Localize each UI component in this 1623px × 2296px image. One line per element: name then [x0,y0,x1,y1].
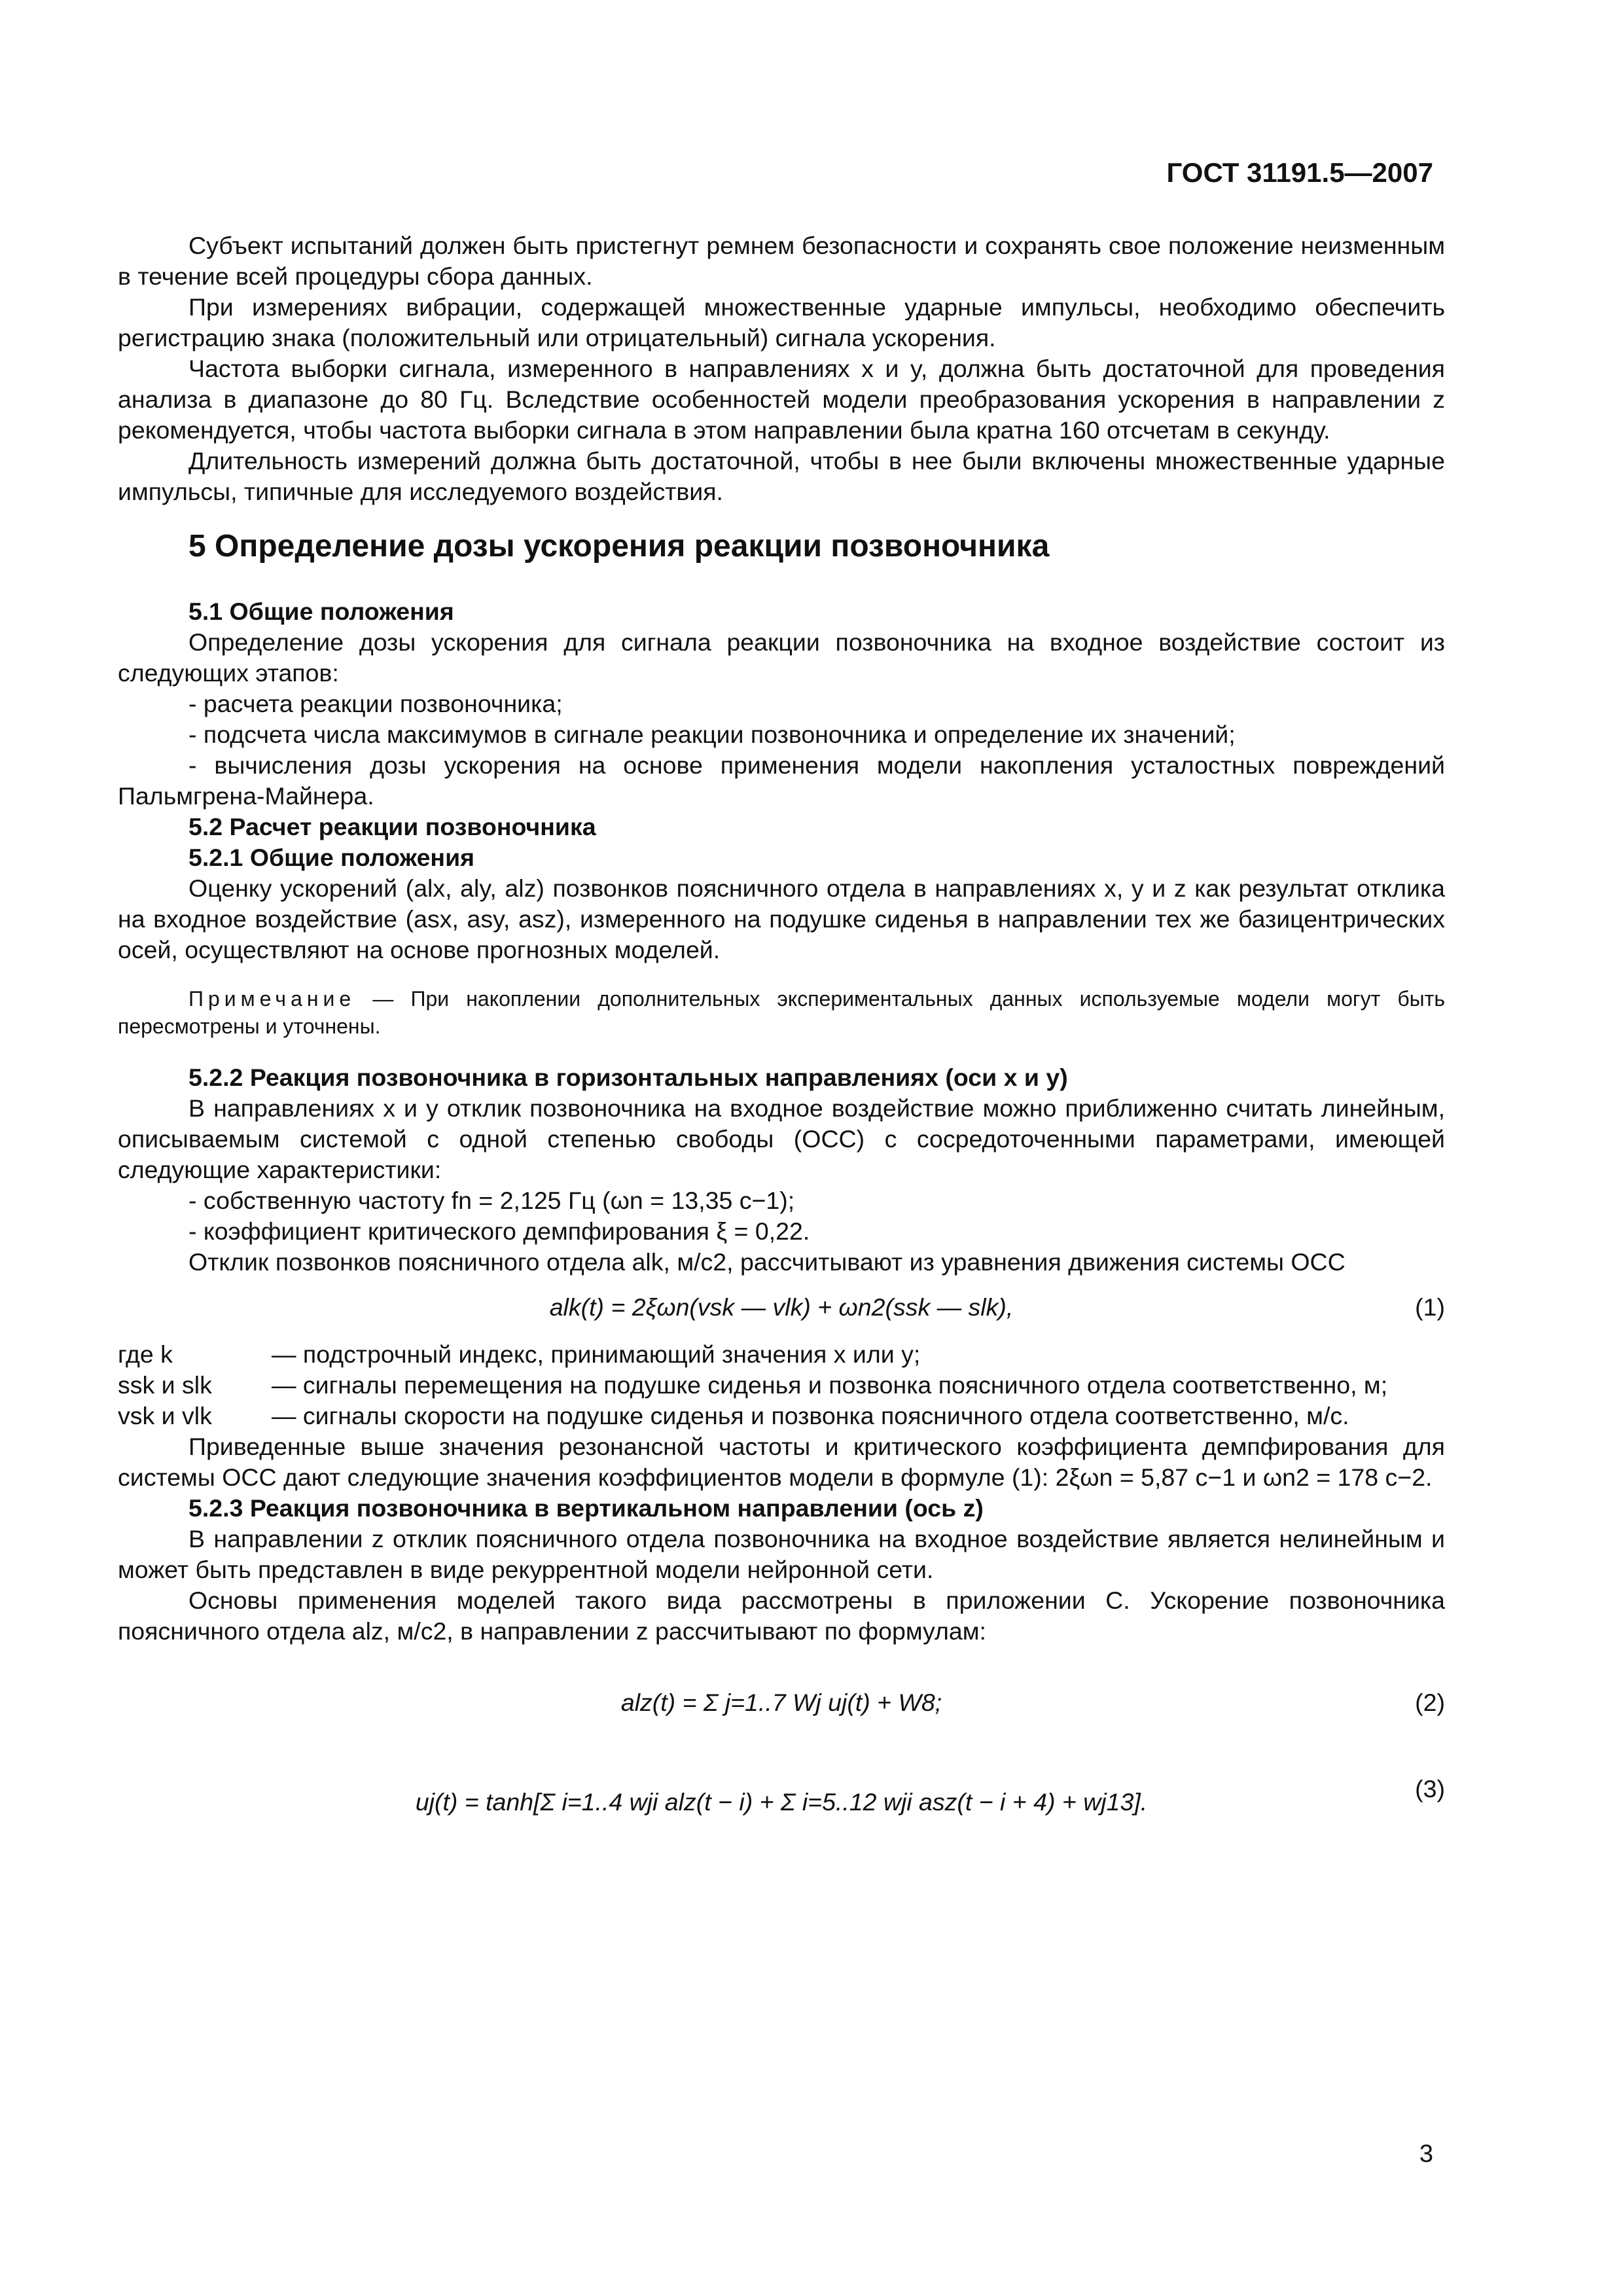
subsection-heading: 5.2.2 Реакция позвоночника в горизонтальных направлениях (оси x и y) [188,1064,1068,1091]
paragraph: Отклик позвонков поясничного отдела alk, м/с2, рассчитывают из уравнения движения системы ОСС [188,1248,1346,1276]
subsection-heading: 5.2.1 Общие положения [188,844,475,871]
paragraph: Определение дозы ускорения для сигнала реакции позвоночника на входное воздействие состоит из следующих этапов: [118,628,1445,687]
equation-number: (2) [1415,1689,1445,1716]
note-label: Примечание [188,987,356,1011]
equation-formula: alk(t) = 2ξωn(vsk — vlk) + ωn2(ssk — slk), [549,1293,1014,1321]
equation-number: (3) [1415,1775,1445,1803]
equation-formula: uj(t) = tanh[Σ i=1..4 wji alz(t − i) + Σ i=5..12 wji asz(t − i + 4) + wj13]. [415,1788,1148,1816]
paragraph: В направлениях x и y отклик позвоночника на входное воздействие можно приближенно считать линейным, описываемым системой с одной степенью свободы (ОСС) с сосредоточенными параметрами, имеющей следующие характеристики: [118,1094,1445,1183]
where-desc: — сигналы скорости на подушке сиденья и позвонка поясничного отдела соответственно, м/с. [272,1402,1349,1429]
equation-formula: alz(t) = Σ j=1..7 Wj uj(t) + W8; [620,1689,942,1716]
where-desc: — сигналы перемещения на подушке сиденья и позвонка поясничного отдела соответственно, м; [272,1371,1388,1399]
page-body [118,230,1445,1867]
paragraph: При измерениях вибрации, содержащей множественные ударные импульсы, необходимо обеспечить регистрацию знака (положительный или отрицательный) сигнала ускорения. [118,293,1445,351]
paragraph: Субъект испытаний должен быть пристегнут ремнем безопасности и сохранять свое положение неизменным в течение всей процедуры сбора данных. [118,232,1445,290]
where-term: где k [118,1340,173,1368]
paragraph: Оценку ускорений (alx, aly, alz) позвонков поясничного отдела в направлениях x, y и z как результат отклика на входное воздействие (asx, asy, asz), измеренного на подушке сиденья в направлении тех же базицентрических осей, осуществляют на основе прогнозных моделей. [118,874,1445,963]
where-list [118,1339,1445,1431]
subsection-heading: 5.2.3 Реакция позвоночника в вертикальном направлении (ось z) [188,1494,984,1522]
equation-3 [118,1761,1445,1859]
paragraph: Частота выборки сигнала, измеренного в направлениях x и y, должна быть достаточной для проведения анализа в диапазоне до 80 Гц. Вследствие особенностей модели преобразования ускорения в направлении z рекомендуется, чтобы частота выборки сигнала в этом направлении была кратна 160 отсчетам в секунду. [118,355,1445,444]
standard-header: ГОСТ 31191.5—2007 [1166,157,1433,188]
subsection-heading: 5.2 Расчет реакции позвоночника [188,813,596,840]
paragraph: В направлении z отклик поясничного отдела позвоночника на входное воздействие является нелинейным и может быть представлен в виде рекуррентной модели нейронной сети. [118,1525,1445,1583]
equation-2 [118,1661,1445,1746]
page-number: 3 [1419,2140,1433,2168]
subsection-heading: 5.1 Общие положения [188,598,454,625]
note [118,985,1445,1040]
where-term: ssk и slk [118,1371,212,1399]
paragraph: Приведенные выше значения резонансной частоты и критического коэффициента демпфирования для системы ОСС дают следующие значения коэффициентов модели в формуле (1): 2ξωn = 5,87 с−1 и ωn2 = 178 с−2. [118,1433,1445,1491]
note-text: — При накоплении дополнительных экспериментальных данных используемые модели могут быть пересмотрены и уточнены. [118,987,1446,1038]
list-item: - вычисления дозы ускорения на основе применения модели накопления усталостных повреждений Пальмгрена-Майнера. [118,751,1445,810]
section-heading: 5 Определение дозы ускорения реакции позвоночника [188,529,1050,564]
list-item: - собственную частоту fn = 2,125 Гц (ωn = 13,35 с−1); [188,1187,795,1214]
paragraph: Основы применения моделей такого вида рассмотрены в приложении С. Ускорение позвоночника поясничного отдела alz, м/с2, в направлении z рассчитывают по формулам: [118,1587,1445,1645]
list-item: - подсчета числа максимумов в сигнале реакции позвоночника и определение их значений; [188,721,1236,748]
where-desc: — подстрочный индекс, принимающий значения x или y; [272,1340,921,1368]
list-item: - коэффициент критического демпфирования ξ = 0,22. [188,1217,810,1245]
where-term: vsk и vlk [118,1402,212,1429]
paragraph: Длительность измерений должна быть достаточной, чтобы в нее были включены множественные ударные импульсы, типичные для исследуемого воздействия. [118,447,1445,505]
list-item: - расчета реакции позвоночника; [188,690,563,717]
equation-1 [118,1292,1445,1331]
equation-number: (1) [1415,1293,1445,1321]
